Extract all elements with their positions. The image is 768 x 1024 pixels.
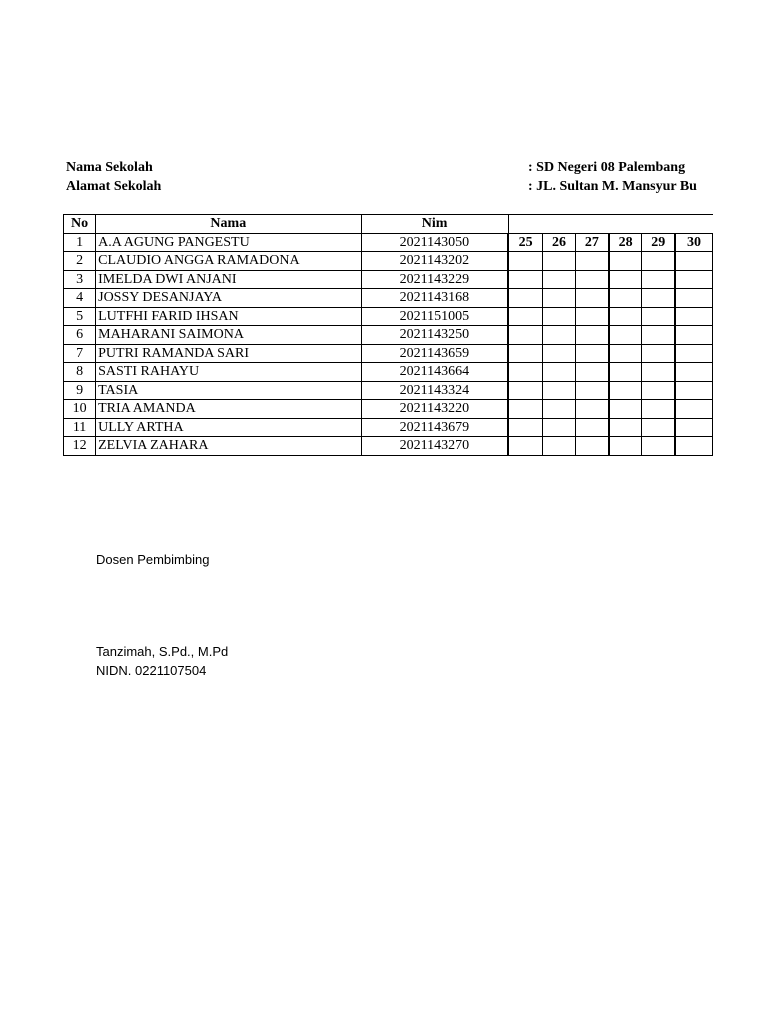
cell-nim: 2021143664 bbox=[361, 363, 508, 382]
attendance-cell bbox=[542, 289, 575, 308]
attendance-cell bbox=[609, 418, 642, 437]
attendance-cell bbox=[675, 437, 712, 456]
attendance-table-container bbox=[63, 214, 702, 464]
attendance-cell bbox=[642, 363, 675, 382]
attendance-cell bbox=[675, 400, 712, 419]
school-address-value: : JL. Sultan M. Mansyur Bu bbox=[528, 179, 697, 194]
attendance-cell bbox=[609, 363, 642, 382]
attendance-cell bbox=[576, 252, 609, 271]
attendance-cell bbox=[642, 326, 675, 345]
cell-no: 4 bbox=[64, 289, 96, 308]
attendance-cell bbox=[576, 381, 609, 400]
school-name-label: Nama Sekolah bbox=[66, 160, 153, 175]
cell-nim: 2021143168 bbox=[361, 289, 508, 308]
header-nim: Nim bbox=[361, 215, 508, 234]
cell-nim: 2021143679 bbox=[361, 418, 508, 437]
table-header-row bbox=[64, 215, 713, 234]
header-days-blank bbox=[508, 215, 712, 234]
table-row bbox=[64, 344, 713, 363]
cell-nim: 2021143202 bbox=[361, 252, 508, 271]
attendance-table bbox=[63, 214, 713, 456]
attendance-cell bbox=[576, 418, 609, 437]
cell-nama: JOSSY DESANJAYA bbox=[96, 289, 361, 308]
attendance-cell bbox=[576, 400, 609, 419]
attendance-cell bbox=[642, 252, 675, 271]
attendance-cell bbox=[609, 344, 642, 363]
attendance-cell bbox=[609, 307, 642, 326]
cell-no: 6 bbox=[64, 326, 96, 345]
attendance-cell bbox=[609, 381, 642, 400]
cell-nim: 2021143659 bbox=[361, 344, 508, 363]
attendance-cell bbox=[675, 381, 712, 400]
attendance-cell bbox=[542, 326, 575, 345]
cell-nama: CLAUDIO ANGGA RAMADONA bbox=[96, 252, 361, 271]
day-header-27: 27 bbox=[576, 233, 609, 252]
attendance-cell bbox=[675, 326, 712, 345]
cell-nim: 2021143270 bbox=[361, 437, 508, 456]
signature-role: Dosen Pembimbing bbox=[96, 552, 210, 567]
attendance-cell bbox=[642, 289, 675, 308]
attendance-cell bbox=[642, 307, 675, 326]
table-row bbox=[64, 381, 713, 400]
attendance-cell bbox=[542, 252, 575, 271]
signature-nidn: NIDN. 0221107504 bbox=[96, 663, 207, 678]
attendance-cell bbox=[576, 307, 609, 326]
cell-nama: ZELVIA ZAHARA bbox=[96, 437, 361, 456]
attendance-cell bbox=[576, 326, 609, 345]
attendance-cell bbox=[576, 289, 609, 308]
cell-no: 5 bbox=[64, 307, 96, 326]
cell-nim: 2021143050 bbox=[361, 233, 508, 252]
table-row bbox=[64, 289, 713, 308]
day-header-28: 28 bbox=[609, 233, 642, 252]
attendance-cell bbox=[542, 381, 575, 400]
attendance-cell bbox=[675, 418, 712, 437]
cell-nama: MAHARANI SAIMONA bbox=[96, 326, 361, 345]
attendance-cell bbox=[508, 307, 542, 326]
table-row bbox=[64, 363, 713, 382]
cell-nim: 2021143229 bbox=[361, 270, 508, 289]
attendance-cell bbox=[675, 344, 712, 363]
cell-nama: SASTI RAHAYU bbox=[96, 363, 361, 382]
cell-nama: TRIA AMANDA bbox=[96, 400, 361, 419]
attendance-cell bbox=[609, 326, 642, 345]
attendance-cell bbox=[675, 307, 712, 326]
cell-no: 10 bbox=[64, 400, 96, 419]
attendance-cell bbox=[508, 381, 542, 400]
school-address-label: Alamat Sekolah bbox=[66, 179, 162, 194]
attendance-cell bbox=[508, 289, 542, 308]
cell-no: 7 bbox=[64, 344, 96, 363]
cell-nama: A.A AGUNG PANGESTU bbox=[96, 233, 361, 252]
attendance-cell bbox=[542, 400, 575, 419]
cell-no: 12 bbox=[64, 437, 96, 456]
attendance-cell bbox=[542, 363, 575, 382]
cell-nim: 2021143220 bbox=[361, 400, 508, 419]
attendance-cell bbox=[542, 307, 575, 326]
attendance-cell bbox=[675, 363, 712, 382]
attendance-cell bbox=[675, 270, 712, 289]
day-header-25: 25 bbox=[508, 233, 542, 252]
attendance-cell bbox=[609, 400, 642, 419]
table-row bbox=[64, 233, 713, 252]
attendance-cell bbox=[609, 289, 642, 308]
attendance-cell bbox=[576, 363, 609, 382]
attendance-cell bbox=[508, 270, 542, 289]
table-row bbox=[64, 270, 713, 289]
signature-name: Tanzimah, S.Pd., M.Pd bbox=[96, 644, 229, 659]
cell-no: 8 bbox=[64, 363, 96, 382]
cell-no: 2 bbox=[64, 252, 96, 271]
cell-no: 3 bbox=[64, 270, 96, 289]
cell-nama: LUTFHI FARID IHSAN bbox=[96, 307, 361, 326]
attendance-cell bbox=[609, 270, 642, 289]
attendance-cell bbox=[508, 344, 542, 363]
attendance-cell bbox=[642, 344, 675, 363]
day-header-29: 29 bbox=[642, 233, 675, 252]
attendance-cell bbox=[542, 344, 575, 363]
attendance-cell bbox=[508, 363, 542, 382]
cell-no: 9 bbox=[64, 381, 96, 400]
cell-nama: TASIA bbox=[96, 381, 361, 400]
attendance-cell bbox=[642, 418, 675, 437]
cell-no: 1 bbox=[64, 233, 96, 252]
attendance-cell bbox=[576, 344, 609, 363]
header-no: No bbox=[64, 215, 96, 234]
attendance-cell bbox=[508, 326, 542, 345]
table-row bbox=[64, 326, 713, 345]
cell-no: 11 bbox=[64, 418, 96, 437]
attendance-cell bbox=[576, 270, 609, 289]
attendance-cell bbox=[642, 437, 675, 456]
attendance-cell bbox=[576, 437, 609, 456]
cell-nim: 2021143324 bbox=[361, 381, 508, 400]
table-row bbox=[64, 437, 713, 456]
header-nama: Nama bbox=[96, 215, 361, 234]
table-row bbox=[64, 252, 713, 271]
cell-nama: PUTRI RAMANDA SARI bbox=[96, 344, 361, 363]
table-row bbox=[64, 400, 713, 419]
attendance-cell bbox=[508, 437, 542, 456]
school-name-value: : SD Negeri 08 Palembang bbox=[528, 160, 686, 175]
day-header-26: 26 bbox=[542, 233, 575, 252]
attendance-cell bbox=[675, 289, 712, 308]
attendance-cell bbox=[675, 252, 712, 271]
attendance-cell bbox=[609, 437, 642, 456]
attendance-cell bbox=[542, 437, 575, 456]
attendance-cell bbox=[642, 400, 675, 419]
attendance-cell bbox=[508, 252, 542, 271]
cell-nama: ULLY ARTHA bbox=[96, 418, 361, 437]
cell-nama: IMELDA DWI ANJANI bbox=[96, 270, 361, 289]
day-header-30: 30 bbox=[675, 233, 712, 252]
attendance-cell bbox=[508, 400, 542, 419]
table-row bbox=[64, 307, 713, 326]
attendance-cell bbox=[542, 418, 575, 437]
attendance-cell bbox=[542, 270, 575, 289]
attendance-cell bbox=[609, 252, 642, 271]
cell-nim: 2021151005 bbox=[361, 307, 508, 326]
attendance-cell bbox=[642, 381, 675, 400]
attendance-cell bbox=[508, 418, 542, 437]
table-row bbox=[64, 418, 713, 437]
attendance-cell bbox=[642, 270, 675, 289]
cell-nim: 2021143250 bbox=[361, 326, 508, 345]
